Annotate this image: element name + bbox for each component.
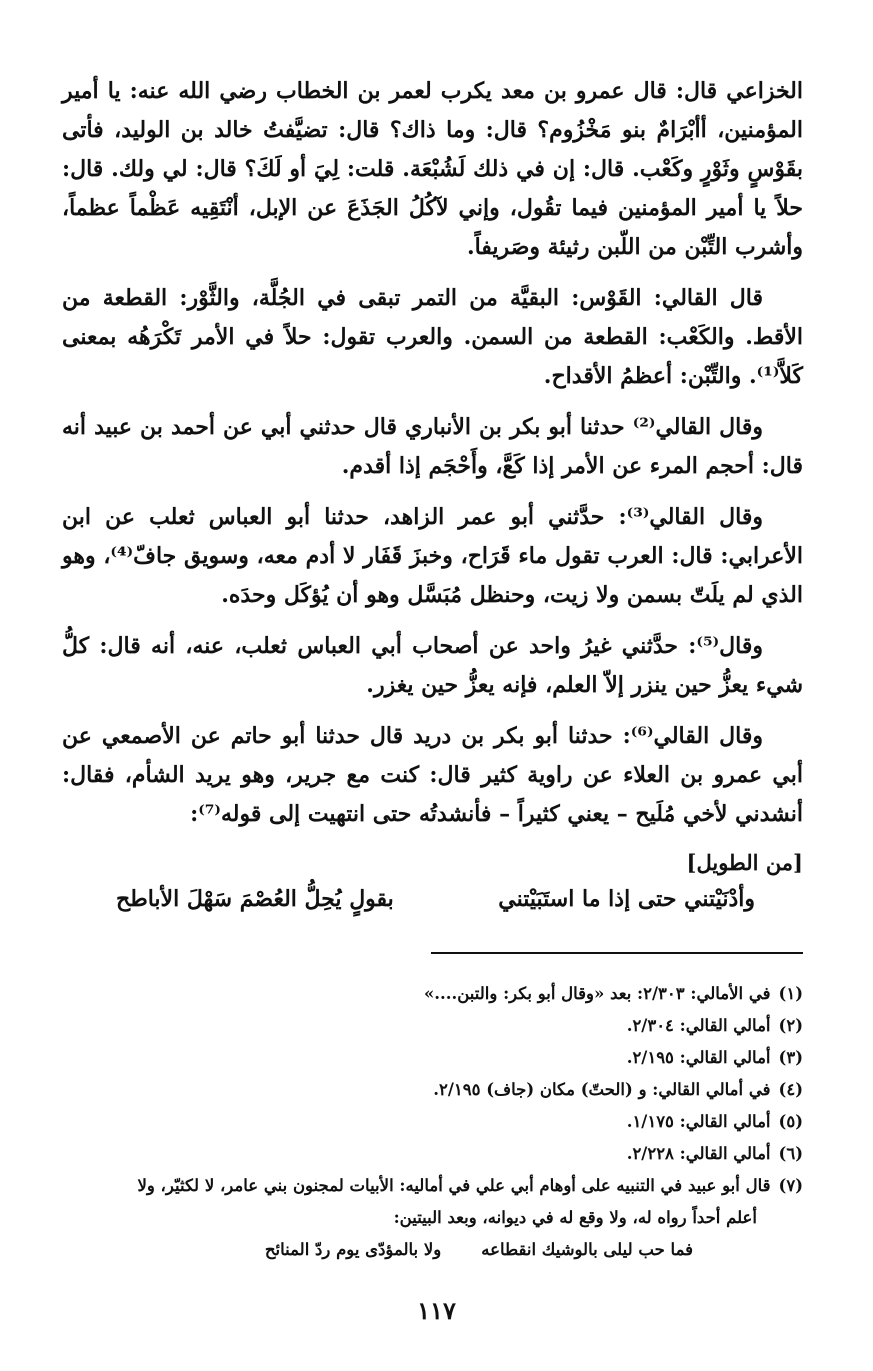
poem-meter: [من الطويل] — [686, 850, 803, 875]
footnote-text: في أمالي القالي: و (الحتّ) مكان (جاف) ٢/١٩٥. — [433, 1080, 771, 1099]
footnote-separator — [431, 952, 803, 954]
poem-block — [62, 846, 803, 918]
paragraph-3: وقال القالي⁽²⁾ حدثنا أبو بكر بن الأنباري قال حدثني أبي عن أحمد بن عبيد أنه قال: أحجم المرء عن الأمر إذا كَعَّ، وأَحْجَم إذا أقدم. — [62, 414, 803, 479]
footnote-number: (٤) — [778, 1080, 803, 1099]
footnote-text: أمالي القالي: ٢/١٩٥. — [626, 1048, 771, 1067]
footnote-text: أمالي القالي: ١/١٧٥. — [626, 1112, 771, 1131]
footnote-number: (٧) — [778, 1176, 803, 1195]
footnote-number: (٣) — [778, 1048, 803, 1067]
footnote-3 — [62, 1042, 803, 1074]
paragraph-1: الخزاعي قال: قال عمرو بن معد يكرب لعمر بن الخطاب رضي الله عنه: يا أمير المؤمنين، أأبْرَامٌ بنو مَخْزُوم؟ قال: وما ذاك؟ قال: تضيَّفتُ خالد بن الوليد، فأتى بقَوْسٍ وثَوْرٍ وكَعْب. قال: إن في ذلك لَشُبْعَة. قلت: لِيَ أو لَكَ؟ قال: لي ولك. قال: حلاً يا أمير المؤمنين فيما تقُول، وإني لآكُلُ الجَذَعَ عن الإبل، أنْتَقِيه عَظْماً عظماً، وأشرب التِّبْن من اللّبن رثيئة وصَريفاً. — [62, 78, 803, 260]
footnote-text: أمالي القالي: ٢/٢٢٨. — [626, 1144, 771, 1163]
footnote-4 — [62, 1074, 803, 1106]
footnote-text: أمالي القالي: ٢/٣٠٤. — [626, 1016, 771, 1035]
main-text — [62, 72, 803, 834]
poem-verse — [62, 880, 803, 918]
poem-hemistich-2: بقولٍ يُحِلُّ العُصْمَ سَهْلَ الأباطح — [116, 886, 394, 912]
footnote-6 — [62, 1138, 803, 1170]
footnote-number: (١) — [778, 984, 803, 1003]
paragraph-6: وقال القالي⁽⁶⁾: حدثنا أبو بكر بن دريد قال حدثنا أبو حاتم عن الأصمعي عن أبي عمرو بن العلاء عن راوية كثير قال: كنت مع جرير، وهو يريد الشأم، فقال: أنشدني لأخي مُلَيح – يعني كثيراً – فأنشدتُه حتى انتهيت إلى قوله⁽⁷⁾: — [62, 723, 803, 827]
footnote-text: قال أبو عبيد في التنبيه على أوهام أبي علي في أماليه: الأبيات لمجنون بني عامر، لا لكثيّر، ولا — [137, 1176, 771, 1195]
footnote-number: (٦) — [778, 1144, 803, 1163]
footnote-5 — [62, 1106, 803, 1138]
footnote-text: في الأمالي: ٢/٣٠٣: بعد «وقال أبو بكر: والتبن....» — [423, 984, 771, 1003]
footnote-separator-wrap — [62, 918, 803, 978]
footnote-number: (٢) — [778, 1016, 803, 1035]
footnote-7 — [62, 1170, 803, 1202]
footnote-number: (٥) — [778, 1112, 803, 1131]
footnote-verse-hemistich-1: فما حب ليلى بالوشيك انقطاعه — [481, 1240, 693, 1259]
paragraph-5: وقال⁽⁵⁾: حدَّثني غيرُ واحد عن أصحاب أبي العباس ثعلب، عنه، أنه قال: كلُّ شيء يعزُّ حين ينزر إلاّ العلم، فإنه يعزُّ حين يغزر. — [62, 633, 803, 698]
page-number: ١١٧ — [417, 1296, 456, 1325]
footnotes — [62, 978, 803, 1266]
footnote-2 — [62, 1010, 803, 1042]
paragraph-4: وقال القالي⁽³⁾: حدَّثني أبو عمر الزاهد، حدثنا أبو العباس ثعلب عن ابن الأعرابي: قال: العرب تقول ماء قَرَاح، وخبزَ قَفَار لا أدم معه، وسويق جافّ⁽⁴⁾، وهو الذي لم يلَتّ بسمن ولا زيت، وحنظل مُبَسَّل وهو أن يُؤكَل وحدَه. — [62, 504, 803, 608]
footnote-7-continuation: أعلم أحداً رواه له، ولا وقع له في ديوانه، وبعد البيتين: — [393, 1208, 757, 1227]
poem-hemistich-1: وأدْنَيْتني حتى إذا ما استَبَيْتني — [498, 886, 755, 912]
paragraph-2: قال القالي: القَوْس: البقيَّة من التمر تبقى في الجُلَّة، والثَّوْر: القطعة من الأقط. والكَعْب: القطعة من السمن. والعرب تقول: حلاً في الأمر تَكْرَهُه بمعنى كَلاَّ⁽¹⁾. والتِّبْن: أعظمُ الأقداح. — [62, 285, 803, 389]
footnote-7-verse — [62, 1234, 803, 1266]
footnote-verse-hemistich-2: ولا بالمؤدّى يوم ردّ المنائح — [264, 1240, 442, 1259]
footnote-1 — [62, 978, 803, 1010]
